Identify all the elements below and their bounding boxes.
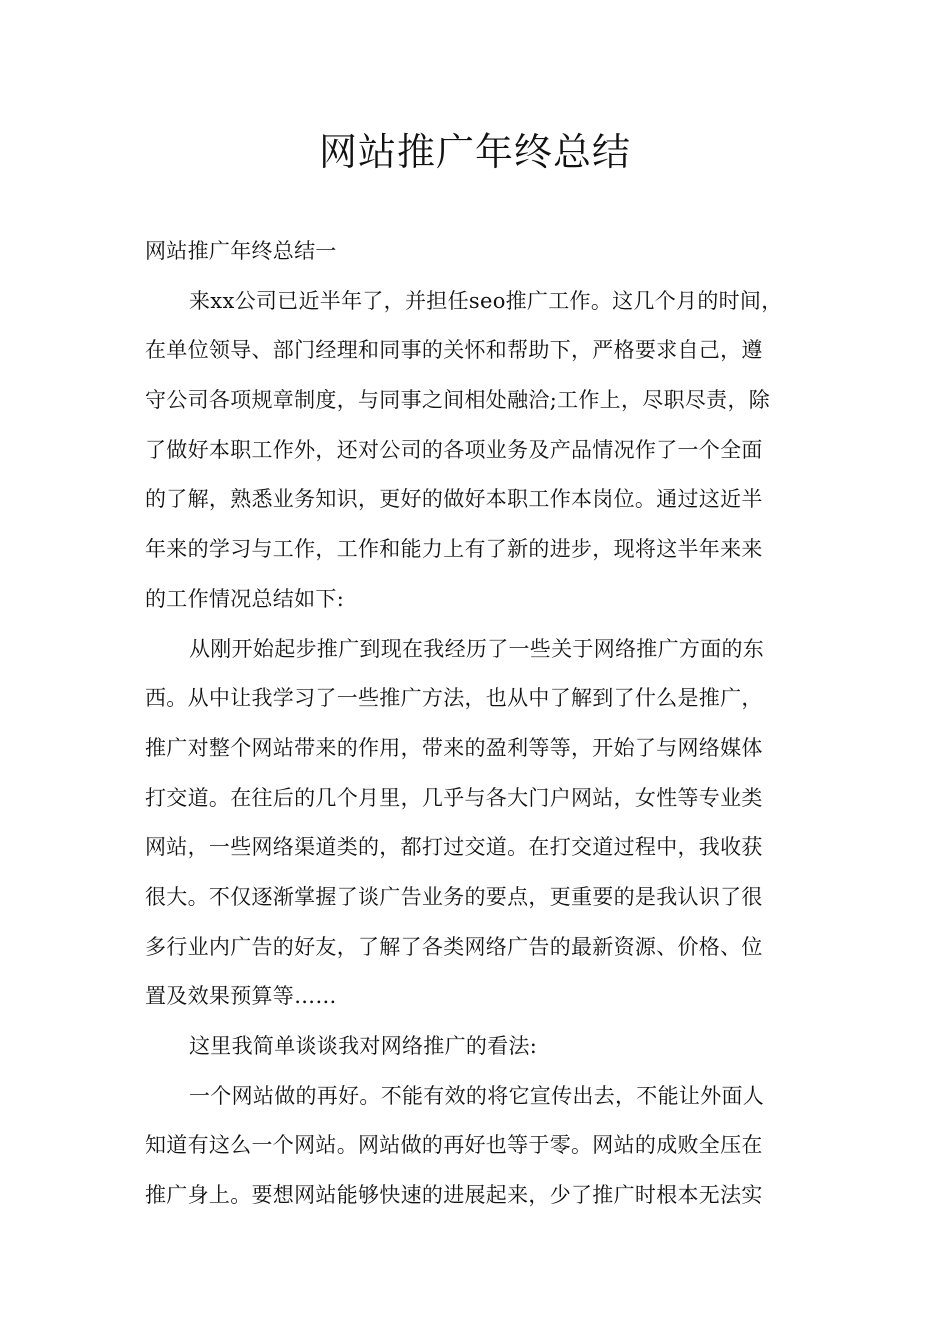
paragraph-2-line-7: 多行业内广告的好友，了解了各类网络广告的最新资源、价格、位 xyxy=(145,934,763,959)
paragraph-3-line-1: 这里我简单谈谈我对网络推广的看法: xyxy=(189,1034,538,1058)
paragraph-1-line-4: 了做好本职工作外，还对公司的各项业务及产品情况作了一个全面 xyxy=(145,437,763,462)
paragraph-4-line-2: 知道有这么一个网站。网站做的再好也等于零。网站的成败全压在 xyxy=(145,1133,763,1158)
paragraph-1-line-1: 来xx公司已近半年了，并担任seo推广工作。这几个月的时间， xyxy=(189,288,783,313)
document-title: 网站推广年终总结 xyxy=(318,130,631,174)
paragraph-2-line-2: 西。从中让我学习了一些推广方法，也从中了解到了什么是推广， xyxy=(145,686,763,711)
paragraph-1-line-6: 年来的学习与工作，工作和能力上有了新的进步，现将这半年来来 xyxy=(145,537,763,562)
paragraph-1-line-7: 的工作情况总结如下: xyxy=(145,586,345,611)
section-heading: 网站推广年终总结一 xyxy=(145,239,337,263)
paragraph-2-line-4: 打交道。在往后的几个月里，几乎与各大门户网站，女性等专业类 xyxy=(145,785,763,810)
paragraph-2-line-1: 从刚开始起步推广到现在我经历了一些关于网络推广方面的东 xyxy=(189,636,765,661)
paragraph-4-line-1: 一个网站做的再好。不能有效的将它宣传出去，不能让外面人 xyxy=(189,1083,765,1108)
document-body xyxy=(145,227,805,1221)
paragraph-2-line-5: 网站，一些网络渠道类的，都打过交道。在打交道过程中，我收获 xyxy=(145,835,763,860)
paragraph-1-line-3: 守公司各项规章制度，与同事之间相处融洽;工作上，尽职尽责，除 xyxy=(145,388,771,413)
paragraph-2-line-3: 推广对整个网站带来的作用，带来的盈利等等，开始了与网络媒体 xyxy=(145,735,763,760)
paragraph-2-line-8: 置及效果预算等…… xyxy=(145,984,337,1009)
paragraph-1-line-2: 在单位领导、部门经理和同事的关怀和帮助下，严格要求自己，遵 xyxy=(145,338,763,363)
paragraph-1-line-5: 的了解，熟悉业务知识，更好的做好本职工作本岗位。通过这近半 xyxy=(145,487,763,512)
paragraph-2-line-6: 很大。不仅逐渐掌握了谈广告业务的要点，更重要的是我认识了很 xyxy=(145,884,763,909)
paragraph-4-line-3: 推广身上。要想网站能够快速的进展起来，少了推广时根本无法实 xyxy=(145,1183,763,1208)
